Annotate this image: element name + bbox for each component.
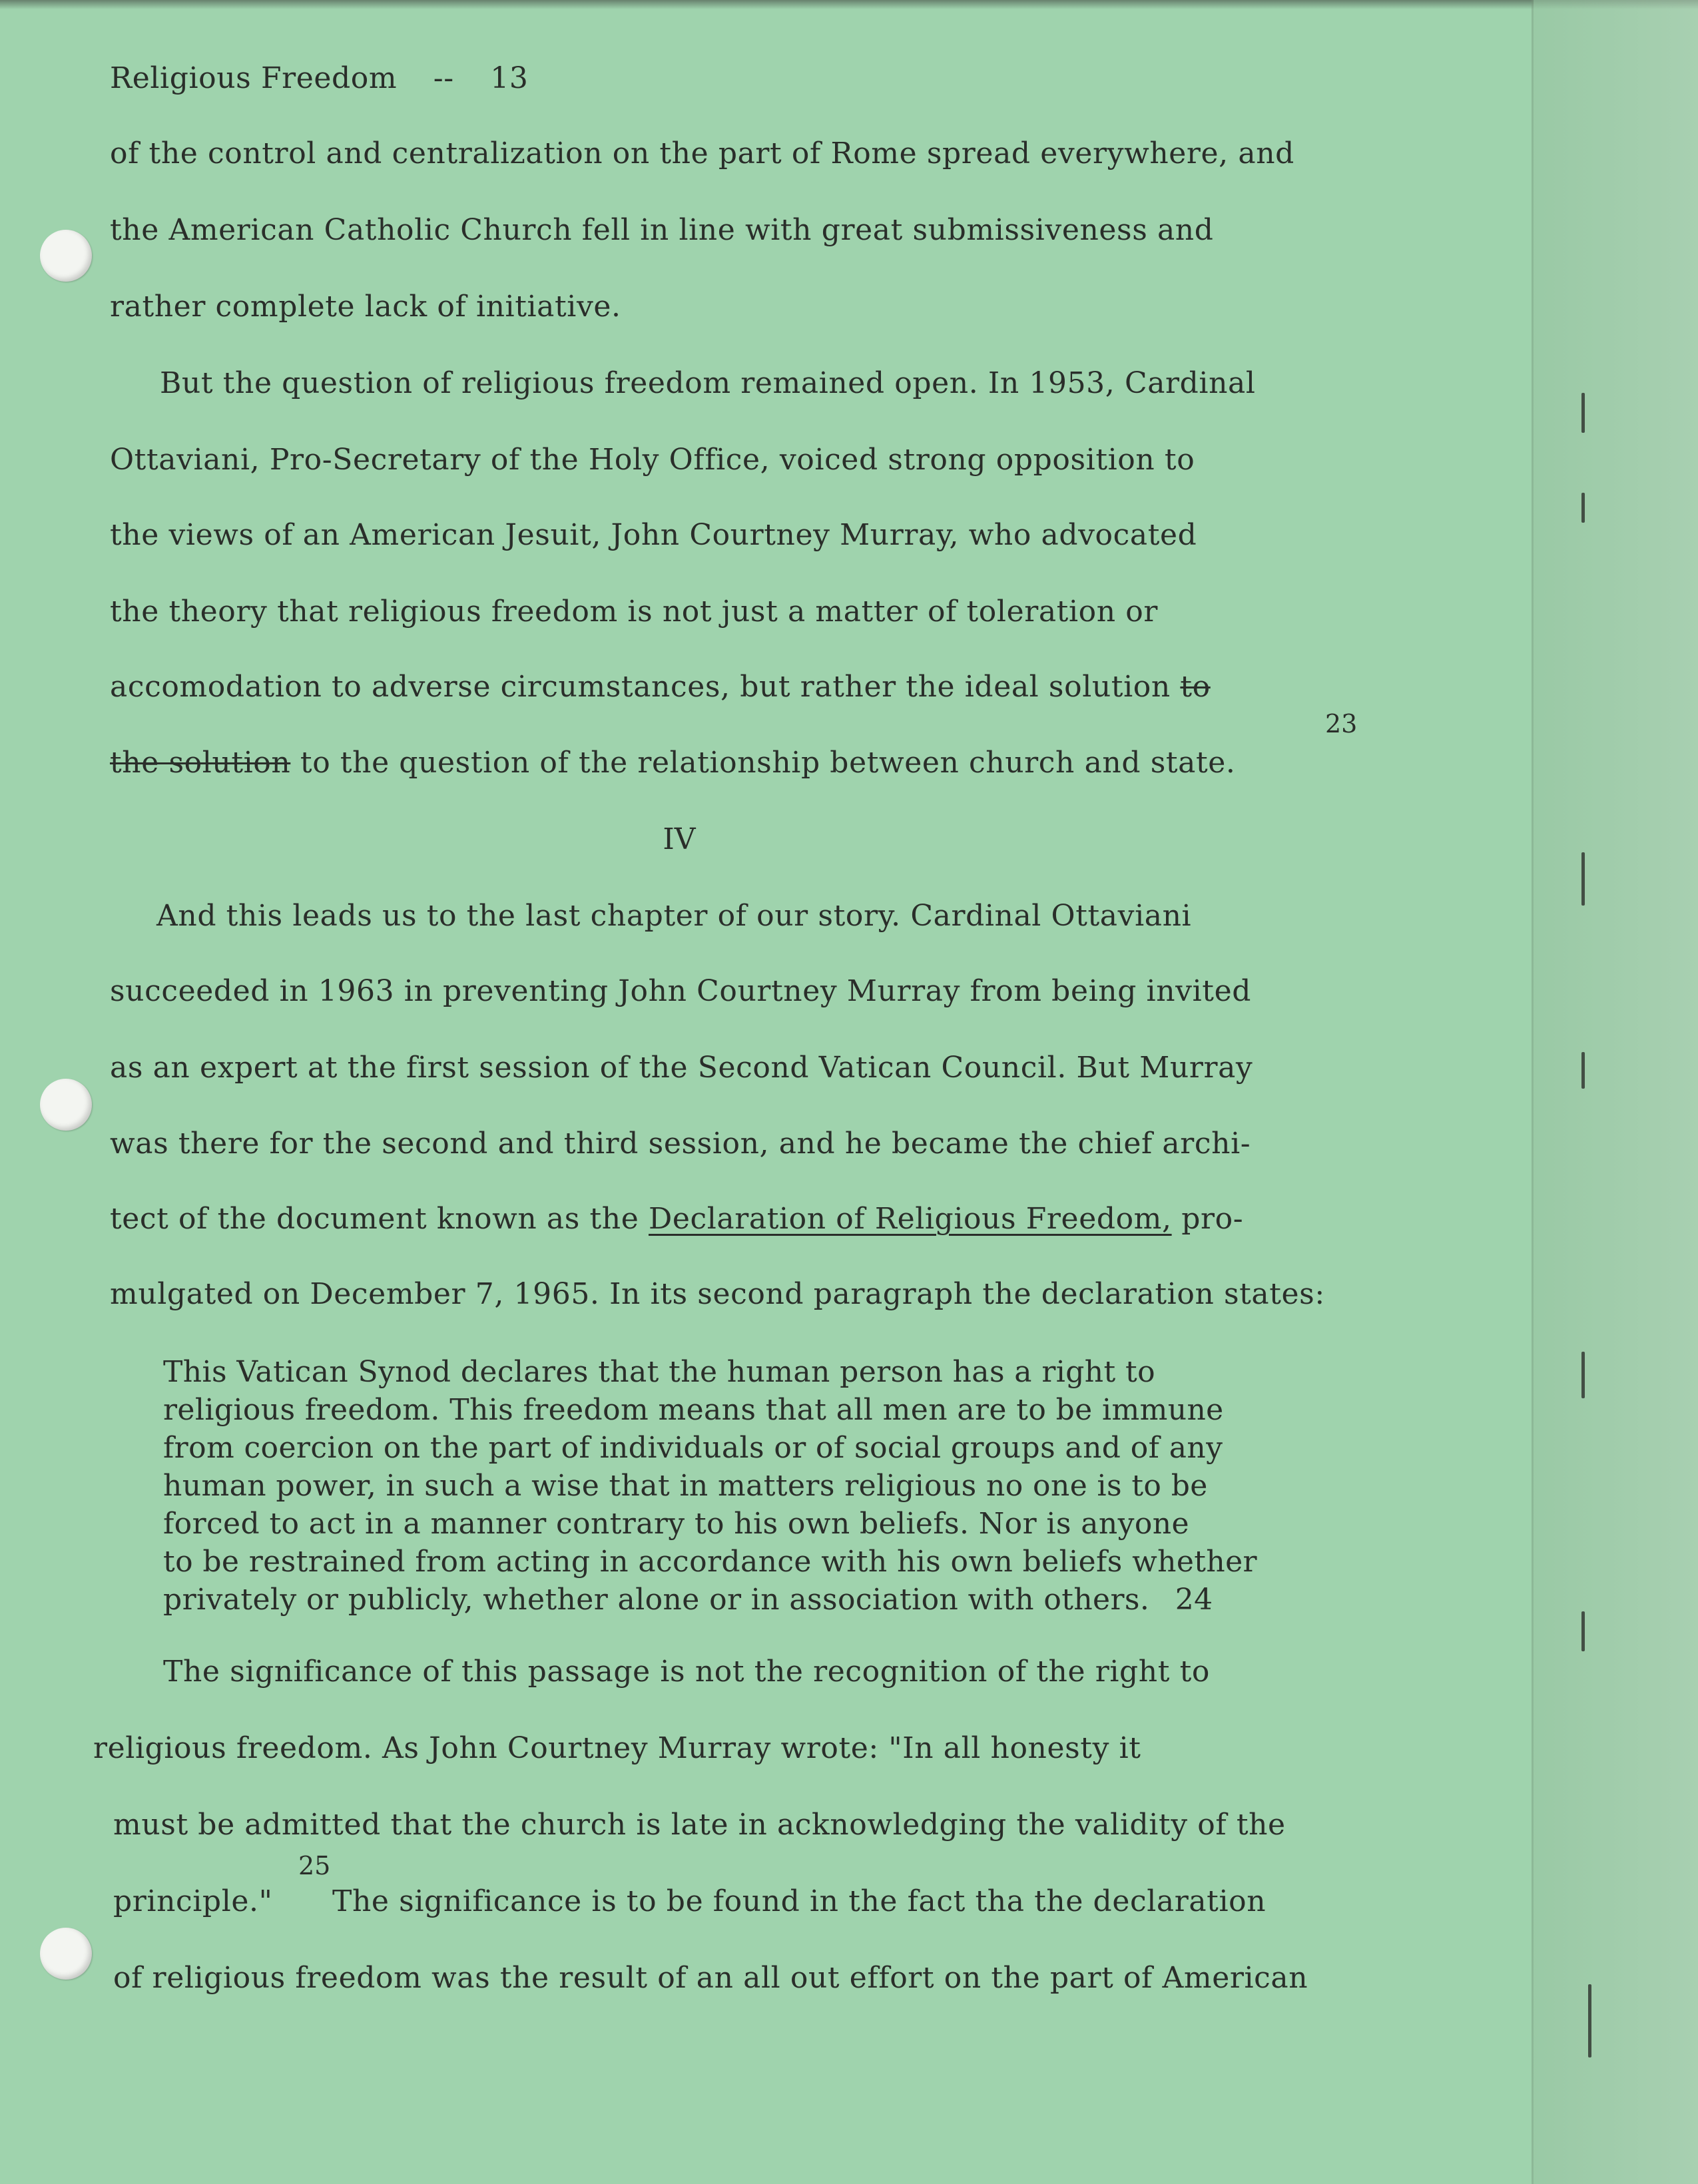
section-heading: IV bbox=[663, 822, 696, 856]
text-line bbox=[110, 1202, 1243, 1236]
text-line: But the question of religious freedom remained open. In 1953, Cardinal bbox=[160, 366, 1256, 400]
text-line: Ottaviani, Pro-Secretary of the Holy Office, voiced strong opposition to bbox=[110, 443, 1195, 477]
running-header bbox=[110, 61, 529, 95]
text-line: succeeded in 1963 in preventing John Courtney Murray from being invited bbox=[110, 974, 1251, 1008]
block-quote-line: forced to act in a manner contrary to his own beliefs. Nor is anyone bbox=[163, 1507, 1189, 1541]
text-segment: pro- bbox=[1181, 1202, 1244, 1236]
edge-mark bbox=[1581, 393, 1585, 433]
block-quote-line: religious freedom. This freedom means that all men are to be immune bbox=[163, 1393, 1224, 1427]
text-segment: privately or publicly, whether alone or in association with others. bbox=[163, 1583, 1150, 1617]
scan-edge-strip bbox=[1534, 0, 1698, 2184]
block-quote-line: from coercion on the part of individuals or of social groups and of any bbox=[163, 1431, 1223, 1465]
punch-hole-top bbox=[40, 230, 92, 282]
edge-mark bbox=[1581, 1611, 1585, 1651]
text-line: was there for the second and third session, and he became the chief archi- bbox=[110, 1127, 1251, 1161]
text-line: the theory that religious freedom is not just a matter of toleration or bbox=[110, 595, 1158, 629]
text-line: of the control and centralization on the part of Rome spread everywhere, and bbox=[110, 136, 1294, 170]
text-segment: tect of the document known as the bbox=[110, 1202, 639, 1236]
footnote-marker-23: 23 bbox=[1325, 709, 1358, 738]
text-line: religious freedom. As John Courtney Murray wrote: "In all honesty it bbox=[93, 1731, 1141, 1765]
struck-text: the solution bbox=[110, 746, 291, 780]
text-line: the American Catholic Church fell in line with great submissiveness and bbox=[110, 213, 1214, 247]
text-line: The significance of this passage is not the recognition of the right to bbox=[163, 1655, 1210, 1689]
header-title: Religious Freedom bbox=[110, 61, 398, 95]
text-line: And this leads us to the last chapter of our story. Cardinal Ottaviani bbox=[156, 899, 1192, 933]
footnote-marker-24: 24 bbox=[1175, 1583, 1213, 1617]
edge-mark bbox=[1588, 1984, 1591, 2057]
edge-mark bbox=[1581, 493, 1585, 523]
text-line: as an expert at the first session of the Second Vatican Council. But Murray bbox=[110, 1051, 1253, 1085]
text-segment: to the question of the relationship between church and state. bbox=[300, 746, 1236, 780]
block-quote-line: human power, in such a wise that in matters religious no one is to be bbox=[163, 1469, 1208, 1503]
edge-mark bbox=[1581, 852, 1585, 906]
block-quote-line: to be restrained from acting in accordance with his own beliefs whether bbox=[163, 1545, 1257, 1579]
text-line: mulgated on December 7, 1965. In its second paragraph the declaration states: bbox=[110, 1277, 1325, 1311]
page-top-edge bbox=[0, 0, 1698, 9]
footnote-marker-25: 25 bbox=[298, 1851, 331, 1880]
text-line bbox=[113, 1884, 1266, 1918]
text-segment: accomodation to adverse circumstances, but rather the ideal solution bbox=[110, 670, 1171, 704]
text-line: must be admitted that the church is late in acknowledging the validity of the bbox=[113, 1808, 1286, 1842]
document-title-underlined: Declaration of Religious Freedom, bbox=[648, 1202, 1172, 1236]
punch-hole-bottom bbox=[40, 1928, 92, 1980]
punch-hole-middle bbox=[40, 1079, 92, 1131]
text-line: of religious freedom was the result of an all out effort on the part of American bbox=[113, 1961, 1308, 1995]
text-segment: principle." bbox=[113, 1884, 273, 1918]
block-quote-line bbox=[163, 1583, 1213, 1617]
header-separator: -- bbox=[433, 61, 454, 95]
header-page-number: 13 bbox=[490, 61, 529, 95]
block-quote-line: This Vatican Synod declares that the human person has a right to bbox=[163, 1355, 1155, 1389]
text-line bbox=[110, 670, 1211, 704]
struck-text: to bbox=[1180, 670, 1211, 704]
text-line bbox=[110, 746, 1236, 780]
edge-mark bbox=[1581, 1352, 1585, 1398]
edge-mark bbox=[1581, 1052, 1585, 1089]
text-line: the views of an American Jesuit, John Courtney Murray, who advocated bbox=[110, 518, 1197, 552]
text-segment: The significance is to be found in the fact tha the declaration bbox=[332, 1884, 1267, 1918]
text-line: rather complete lack of initiative. bbox=[110, 290, 621, 324]
